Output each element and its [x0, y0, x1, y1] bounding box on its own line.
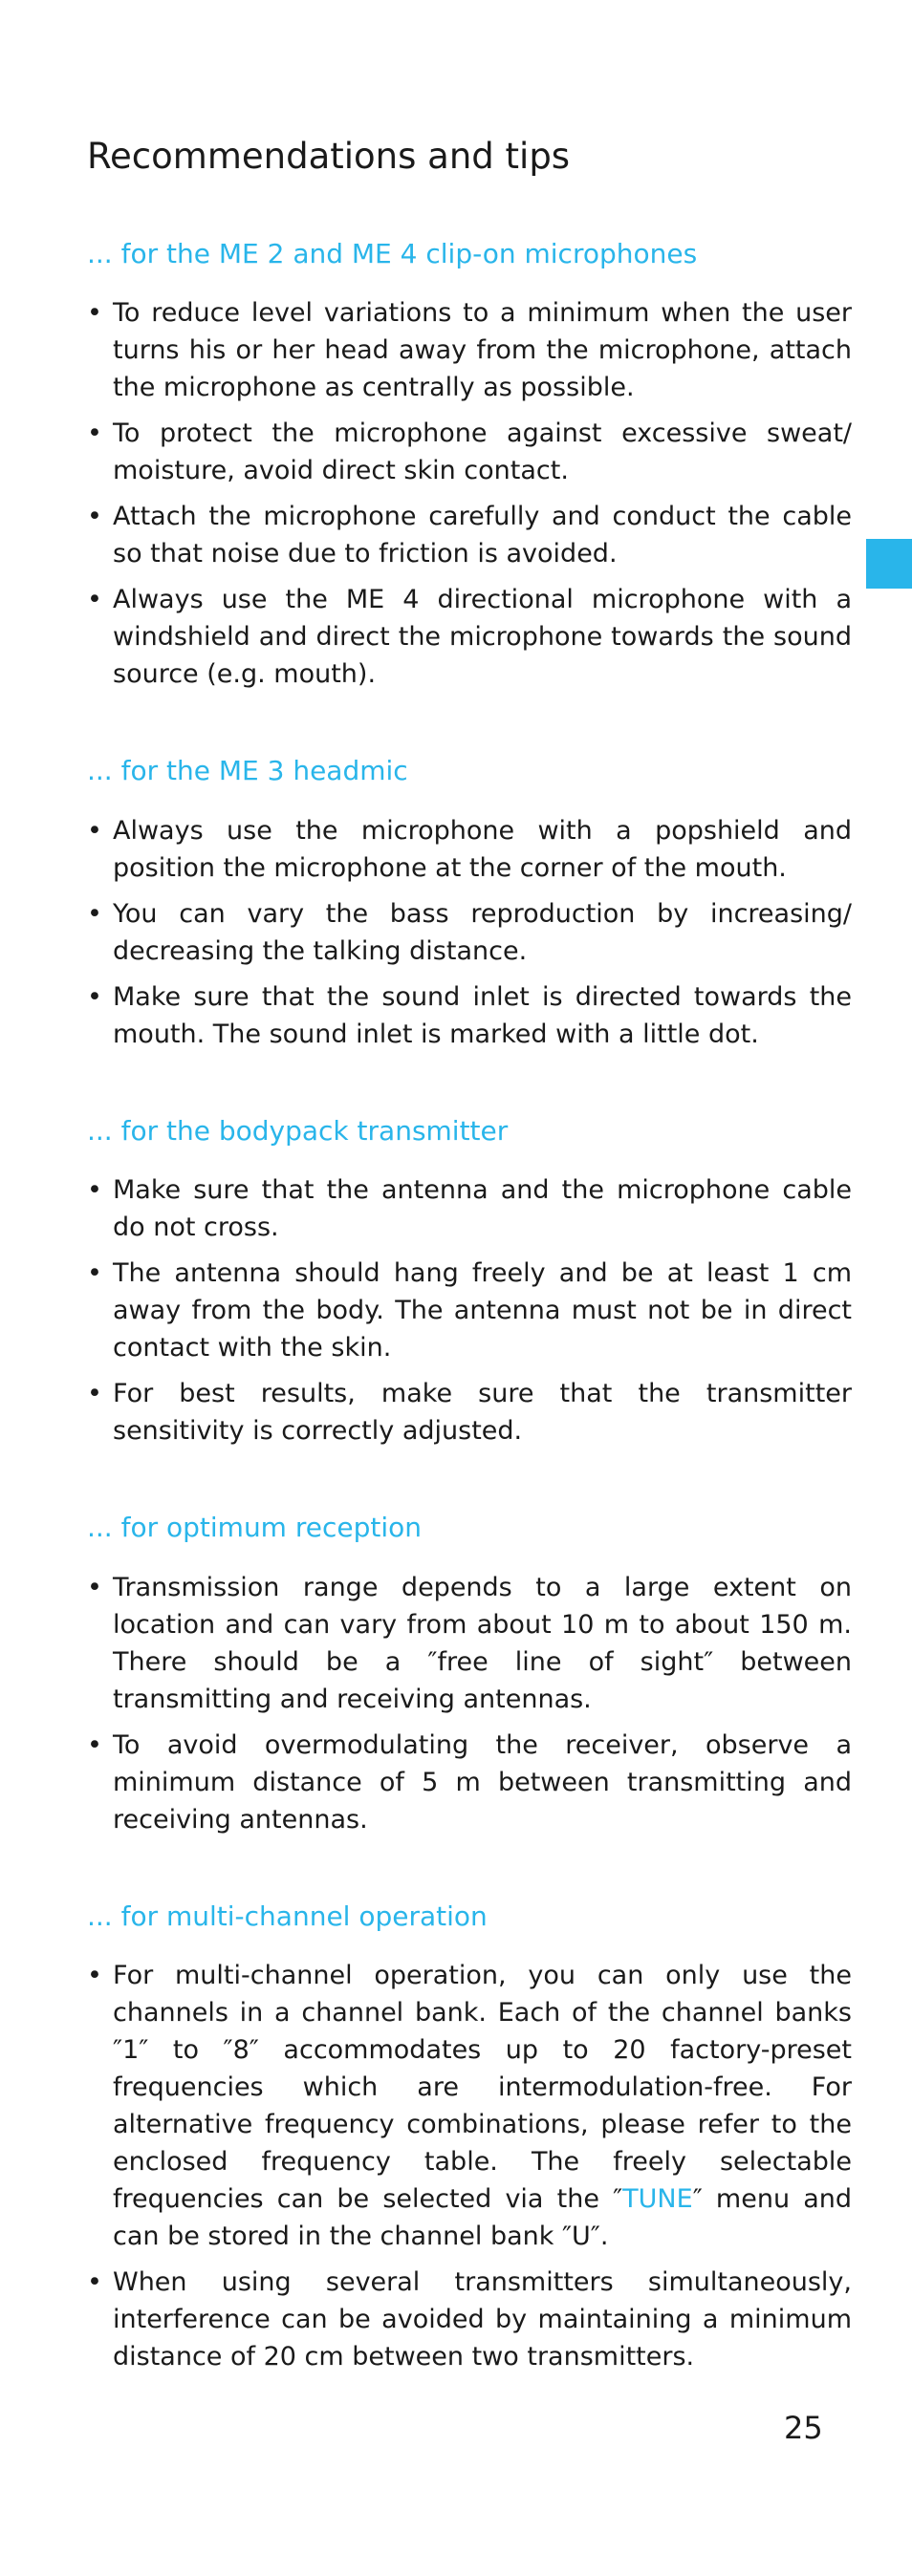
- section-clip-on-microphones: [87, 237, 852, 693]
- bullet-list: [87, 294, 852, 693]
- bullet-item: • To reduce level variations to a minimum when the user turns his or her head away from the microphone, attach the microphone as centrally as possible.: [87, 294, 852, 406]
- bullet-item: • Always use the ME 4 directional microphone with a windshield and direct the microphone towards the sound source (e.g. mouth).: [87, 581, 852, 693]
- bullet-list: [87, 1957, 852, 2375]
- section-heading: ... for the bodypack transmitter: [87, 1114, 509, 1147]
- tune-menu-highlight: TUNE: [622, 2183, 693, 2214]
- bullet-item: • Transmission range depends to a large extent on location and can vary from about 10 m to about 150 m. There should be a ″free line of sight″ between transmitting and receiving antennas.: [87, 1569, 852, 1718]
- bullet-item: • To protect the microphone against excessive sweat/ moisture, avoid direct skin contact.: [87, 415, 852, 489]
- bullet-item: • You can vary the bass reproduction by increasing/ decreasing the talking distance.: [87, 895, 852, 970]
- section-headmic: [87, 754, 852, 1052]
- bullet-list: [87, 1171, 852, 1449]
- bullet-item: • Make sure that the sound inlet is directed towards the mouth. The sound inlet is marked with a little dot.: [87, 978, 852, 1053]
- section-heading: ... for optimum reception: [87, 1512, 423, 1544]
- bullet-item: • For best results, make sure that the transmitter sensitivity is correctly adjusted.: [87, 1375, 852, 1449]
- section-optimum-reception: [87, 1511, 852, 1837]
- bullet-item: • Attach the microphone carefully and conduct the cable so that noise due to friction is avoided.: [87, 498, 852, 572]
- bullet-list: [87, 1569, 852, 1838]
- bullet-item: • When using several transmitters simultaneously, interference can be avoided by maintaining a minimum distance of 20 cm between two transmitters.: [87, 2264, 852, 2375]
- section-bodypack-transmitter: [87, 1114, 852, 1449]
- bullet-item: • The antenna should hang freely and be at least 1 cm away from the body. The antenna must not be in direct contact with the skin.: [87, 1255, 852, 1366]
- section-heading: ... for the ME 3 headmic: [87, 755, 408, 787]
- bullet-item: • Make sure that the antenna and the microphone cable do not cross.: [87, 1171, 852, 1246]
- page-number: 25: [784, 2410, 823, 2446]
- section-heading: ... for the ME 2 and ME 4 clip-on microphones: [87, 238, 698, 269]
- section-heading: ... for multi-channel operation: [87, 1900, 488, 1932]
- page-title: Recommendations and tips: [87, 136, 571, 177]
- bullet-text: ″ menu and can be stored in the channel bank ″U″.: [113, 2183, 853, 2251]
- chapter-tab-marker: [866, 539, 912, 589]
- bullet-list: [87, 812, 852, 1053]
- bullet-item: [87, 1957, 852, 2255]
- bullet-item: • To avoid overmodulating the receiver, observe a minimum distance of 5 m between transmitting and receiving antennas.: [87, 1727, 852, 1838]
- content-area: [87, 237, 852, 2436]
- section-multi-channel: [87, 1900, 852, 2375]
- bullet-text: For multi-channel operation, you can only use the channels in a channel bank. Each of the channel banks ″1″ to ″8″ accommodates up to 20 factory-preset frequencies which are intermodulation-free. For alternative frequency combinations, please refer to the enclosed frequency table. The freely selectable frequencies can be selected via the ″: [113, 1960, 852, 2214]
- bullet-item: • Always use the microphone with a popshield and position the microphone at the corner of the mouth.: [87, 812, 852, 887]
